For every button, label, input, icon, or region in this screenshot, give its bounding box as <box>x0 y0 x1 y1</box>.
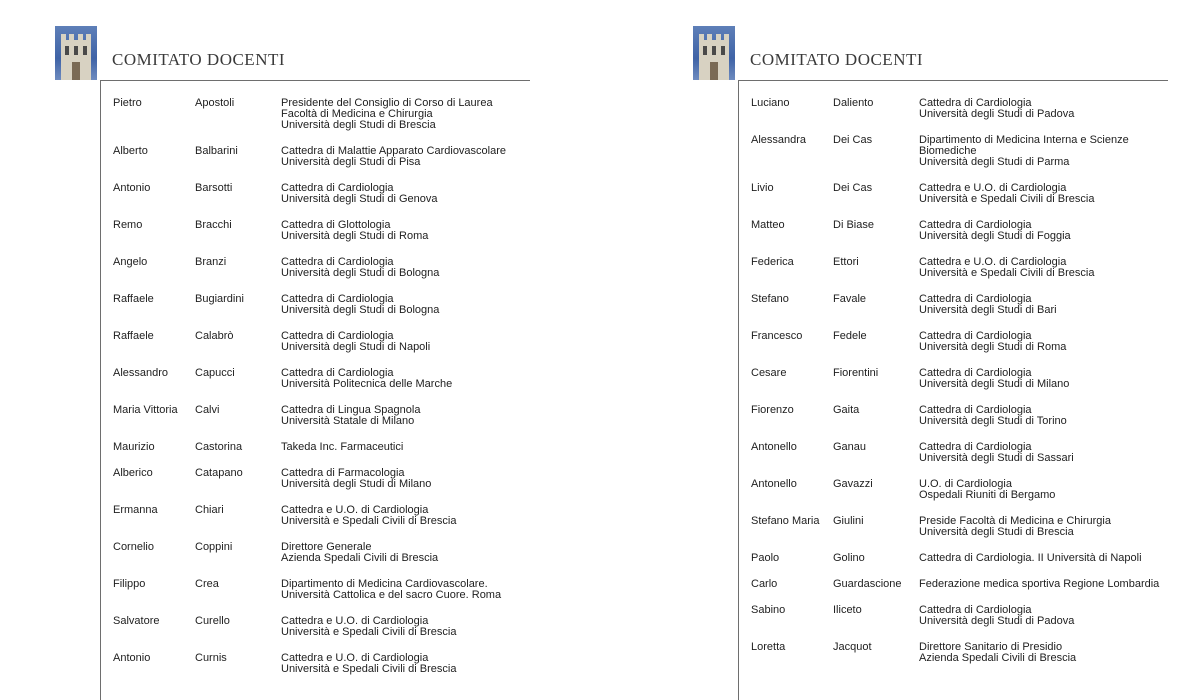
last-name: Chiari <box>195 504 224 516</box>
last-name: Gaita <box>833 404 860 416</box>
affiliation-line: Azienda Spedali Civili di Brescia <box>919 652 1077 664</box>
first-name: Maria Vittoria <box>113 404 178 416</box>
first-name: Raffaele <box>113 330 154 342</box>
last-name: Dei Cas <box>833 182 873 194</box>
first-name: Sabino <box>751 604 786 616</box>
faculty-row <box>751 605 1200 627</box>
first-name: Ermanna <box>113 504 158 516</box>
faculty-row <box>113 442 613 453</box>
last-name: Capucci <box>195 367 235 379</box>
last-name: Fedele <box>833 330 867 342</box>
affiliation-line: Università degli Studi di Bologna <box>281 304 440 316</box>
affiliation <box>919 135 1200 168</box>
affiliation-line: Cattedra di Glottologia <box>281 219 391 231</box>
last-name: Iliceto <box>833 604 862 616</box>
affiliation-line: Presidente del Consiglio di Corso di Laurea <box>281 97 493 109</box>
affiliation-line: Direttore Sanitario di Presidio <box>919 641 1063 653</box>
affiliation-line: Università e Spedali Civili di Brescia <box>919 193 1095 205</box>
faculty-row <box>113 653 613 675</box>
margin-rule <box>100 80 101 700</box>
first-name: Antonio <box>113 182 151 194</box>
first-name: Antonio <box>113 652 151 664</box>
affiliation <box>919 368 1200 390</box>
affiliation-line: Cattedra di Cardiologia <box>281 256 394 268</box>
tower-logo-image <box>693 26 735 80</box>
affiliation <box>281 542 613 564</box>
faculty-row <box>751 135 1200 168</box>
last-name: Curnis <box>195 652 227 664</box>
affiliation-line: Università degli Studi di Sassari <box>919 452 1074 464</box>
first-name: Stefano <box>751 293 789 305</box>
last-name: Guardascione <box>833 578 902 590</box>
affiliation-line: Biomediche <box>919 145 977 157</box>
affiliation-line: Università degli Studi di Padova <box>919 615 1075 627</box>
last-name: Curello <box>195 615 230 627</box>
affiliation <box>281 98 613 131</box>
faculty-row <box>751 98 1200 120</box>
last-name: Daliento <box>833 97 874 109</box>
affiliation <box>919 331 1200 353</box>
affiliation-line: Cattedra e U.O. di Cardiologia <box>919 182 1067 194</box>
affiliation-line: Direttore Generale <box>281 541 372 553</box>
first-name: Francesco <box>751 330 803 342</box>
last-name: Coppini <box>195 541 233 553</box>
affiliation-line: Cattedra di Cardiologia <box>919 604 1032 616</box>
faculty-row <box>751 405 1200 427</box>
affiliation <box>281 294 613 316</box>
faculty-row <box>751 442 1200 464</box>
affiliation-line: Università e Spedali Civili di Brescia <box>281 663 457 675</box>
affiliation-line: Cattedra e U.O. di Cardiologia <box>281 504 429 516</box>
tower-logo-image <box>55 26 97 80</box>
affiliation-line: Cattedra di Cardiologia. II Università di Napoli <box>919 552 1142 564</box>
faculty-row <box>751 553 1200 564</box>
last-name: Ettori <box>833 256 859 268</box>
faculty-row <box>113 257 613 279</box>
first-name: Antonello <box>751 478 797 490</box>
affiliation-line: Università Statale di Milano <box>281 415 415 427</box>
last-name: Favale <box>833 293 867 305</box>
affiliation-line: Università degli Studi di Napoli <box>281 341 431 353</box>
faculty-row <box>113 542 613 564</box>
faculty-row <box>751 479 1200 501</box>
affiliation-line: Cattedra di Cardiologia <box>281 367 394 379</box>
affiliation <box>281 257 613 279</box>
faculty-list <box>751 98 1200 679</box>
first-name: Salvatore <box>113 615 160 627</box>
affiliation-line: Università degli Studi di Torino <box>919 415 1067 427</box>
affiliation <box>281 183 613 205</box>
faculty-row <box>113 220 613 242</box>
affiliation-line: Dipartimento di Medicina Interna e Scienze <box>919 134 1129 146</box>
first-name: Alessandra <box>751 134 807 146</box>
affiliation <box>281 579 613 601</box>
last-name: Balbarini <box>195 145 238 157</box>
affiliation-line: Università degli Studi di Foggia <box>919 230 1071 242</box>
last-name: Ganau <box>833 441 867 453</box>
last-name: Gavazzi <box>833 478 873 490</box>
first-name: Antonello <box>751 441 797 453</box>
last-name: Barsotti <box>195 182 233 194</box>
affiliation-line: Preside Facoltà di Medicina e Chirurgia <box>919 515 1111 527</box>
affiliation-line: Cattedra di Cardiologia <box>919 219 1032 231</box>
last-name: Di Biase <box>833 219 874 231</box>
last-name: Bracchi <box>195 219 232 231</box>
first-name: Paolo <box>751 552 780 564</box>
affiliation-line: Facoltà di Medicina e Chirurgia <box>281 108 433 120</box>
last-name: Castorina <box>195 441 243 453</box>
affiliation-line: Università e Spedali Civili di Brescia <box>281 515 457 527</box>
affiliation <box>281 616 613 638</box>
affiliation-line: Università degli Studi di Padova <box>919 108 1075 120</box>
affiliation <box>919 479 1200 501</box>
last-name: Calvi <box>195 404 220 416</box>
affiliation <box>919 642 1200 664</box>
affiliation <box>919 405 1200 427</box>
first-name: Pietro <box>113 97 142 109</box>
affiliation <box>281 405 613 427</box>
first-name: Cornelio <box>113 541 154 553</box>
affiliation-line: Cattedra e U.O. di Cardiologia <box>281 615 429 627</box>
affiliation <box>919 553 1200 564</box>
faculty-row <box>113 331 613 353</box>
faculty-row <box>751 257 1200 279</box>
faculty-row <box>751 183 1200 205</box>
affiliation-line: Takeda Inc. Farmaceutici <box>281 441 404 453</box>
affiliation-line: Cattedra di Cardiologia <box>919 367 1032 379</box>
affiliation-line: Università degli Studi di Brescia <box>919 526 1074 538</box>
affiliation-line: Azienda Spedali Civili di Brescia <box>281 552 439 564</box>
first-name: Remo <box>113 219 143 231</box>
affiliation-line: Federazione medica sportiva Regione Lombardia <box>919 578 1160 590</box>
right-page <box>693 0 1200 700</box>
affiliation-line: Università degli Studi di Brescia <box>281 119 436 131</box>
first-name: Carlo <box>751 578 778 590</box>
faculty-row <box>113 368 613 390</box>
affiliation-line: Cattedra di Cardiologia <box>281 330 394 342</box>
affiliation-line: Cattedra di Cardiologia <box>281 182 394 194</box>
affiliation <box>919 516 1200 538</box>
affiliation-line: Università degli Studi di Parma <box>919 156 1070 168</box>
first-name: Alberto <box>113 145 148 157</box>
last-name: Golino <box>833 552 865 564</box>
affiliation-line: Cattedra di Malattie Apparato Cardiovascolare <box>281 145 507 157</box>
faculty-row <box>113 616 613 638</box>
affiliation-line: Cattedra di Cardiologia <box>919 404 1032 416</box>
affiliation <box>919 442 1200 464</box>
faculty-row <box>751 220 1200 242</box>
affiliation <box>281 220 613 242</box>
affiliation-line: Cattedra di Lingua Spagnola <box>281 404 421 416</box>
first-name: Cesare <box>751 367 787 379</box>
first-name: Angelo <box>113 256 148 268</box>
last-name: Fiorentini <box>833 367 879 379</box>
faculty-row <box>751 368 1200 390</box>
affiliation <box>281 442 613 453</box>
faculty-row <box>751 642 1200 664</box>
faculty-row <box>113 98 613 131</box>
first-name: Raffaele <box>113 293 154 305</box>
first-name: Matteo <box>751 219 785 231</box>
affiliation-line: Università e Spedali Civili di Brescia <box>919 267 1095 279</box>
affiliation-line: Università degli Studi di Pisa <box>281 156 421 168</box>
affiliation <box>919 220 1200 242</box>
affiliation <box>281 331 613 353</box>
header-rule <box>738 80 1168 81</box>
first-name: Livio <box>751 182 774 194</box>
affiliation-line: Università degli Studi di Roma <box>919 341 1067 353</box>
affiliation <box>919 605 1200 627</box>
affiliation-line: Cattedra di Cardiologia <box>281 293 394 305</box>
faculty-row <box>751 331 1200 353</box>
left-page <box>55 0 615 700</box>
first-name: Filippo <box>113 578 146 590</box>
affiliation-line: Cattedra e U.O. di Cardiologia <box>919 256 1067 268</box>
affiliation-line: Dipartimento di Medicina Cardiovascolare. <box>281 578 488 590</box>
first-name: Stefano Maria <box>751 515 820 527</box>
affiliation-line: Cattedra di Cardiologia <box>919 441 1032 453</box>
section-title: COMITATO DOCENTI <box>112 50 286 69</box>
last-name: Jacquot <box>833 641 872 653</box>
affiliation-line: Cattedra e U.O. di Cardiologia <box>281 652 429 664</box>
section-title: COMITATO DOCENTI <box>750 50 924 69</box>
faculty-row <box>113 146 613 168</box>
faculty-row <box>113 405 613 427</box>
last-name: Apostoli <box>195 97 235 109</box>
affiliation <box>281 653 613 675</box>
faculty-row <box>113 579 613 601</box>
affiliation-line: Università Cattolica e del sacro Cuore. Roma <box>281 589 502 601</box>
affiliation-line: Università Politecnica delle Marche <box>281 378 453 390</box>
affiliation-line: Cattedra di Cardiologia <box>919 97 1032 109</box>
faculty-row <box>113 183 613 205</box>
faculty-row <box>113 505 613 527</box>
first-name: Alberico <box>113 467 153 479</box>
faculty-row <box>751 579 1200 590</box>
first-name: Maurizio <box>113 441 155 453</box>
last-name: Branzi <box>195 256 227 268</box>
first-name: Loretta <box>751 641 786 653</box>
affiliation <box>919 183 1200 205</box>
affiliation-line: Università degli Studi di Bari <box>919 304 1057 316</box>
affiliation <box>919 294 1200 316</box>
affiliation <box>919 579 1200 590</box>
header-rule <box>100 80 530 81</box>
affiliation <box>281 368 613 390</box>
affiliation-line: Università degli Studi di Bologna <box>281 267 440 279</box>
first-name: Alessandro <box>113 367 169 379</box>
last-name: Crea <box>195 578 219 590</box>
first-name: Fiorenzo <box>751 404 794 416</box>
affiliation <box>281 468 613 490</box>
last-name: Calabrò <box>195 330 234 342</box>
faculty-row <box>751 516 1200 538</box>
affiliation-line: Cattedra di Farmacologia <box>281 467 405 479</box>
affiliation-line: Università e Spedali Civili di Brescia <box>281 626 457 638</box>
faculty-row <box>113 294 613 316</box>
affiliation <box>919 98 1200 120</box>
affiliation-line: Università degli Studi di Roma <box>281 230 429 242</box>
affiliation <box>281 146 613 168</box>
faculty-list <box>113 98 613 690</box>
affiliation-line: Università degli Studi di Milano <box>919 378 1070 390</box>
affiliation-line: Cattedra di Cardiologia <box>919 330 1032 342</box>
affiliation-line: U.O. di Cardiologia <box>919 478 1012 490</box>
faculty-row <box>113 468 613 490</box>
first-name: Federica <box>751 256 794 268</box>
faculty-row <box>751 294 1200 316</box>
last-name: Bugiardini <box>195 293 244 305</box>
last-name: Dei Cas <box>833 134 873 146</box>
affiliation-line: Università degli Studi di Genova <box>281 193 438 205</box>
margin-rule <box>738 80 739 700</box>
first-name: Luciano <box>751 97 790 109</box>
affiliation-line: Università degli Studi di Milano <box>281 478 432 490</box>
last-name: Giulini <box>833 515 864 527</box>
affiliation-line: Cattedra di Cardiologia <box>919 293 1032 305</box>
affiliation-line: Ospedali Riuniti di Bergamo <box>919 489 1056 501</box>
affiliation <box>919 257 1200 279</box>
last-name: Catapano <box>195 467 243 479</box>
affiliation <box>281 505 613 527</box>
